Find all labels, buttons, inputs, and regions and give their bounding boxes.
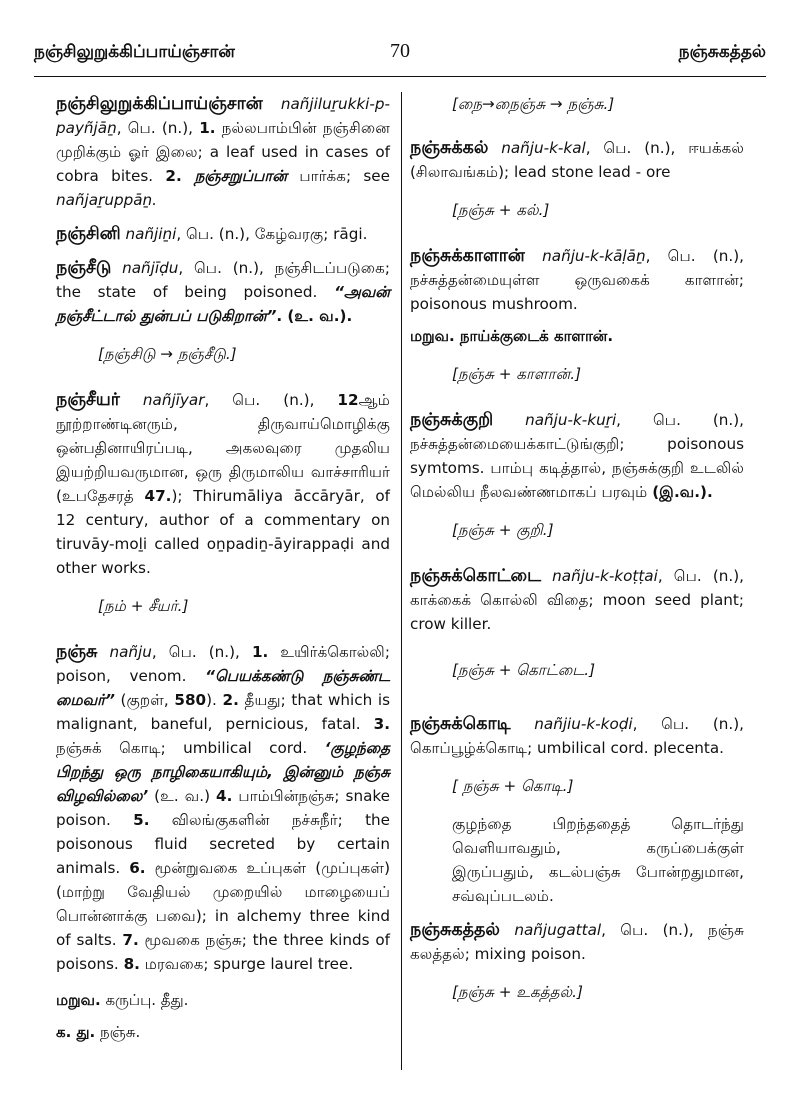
transliteration: nañjiu-k-koḍi xyxy=(534,715,633,733)
synonym-text: நாய்க்குடைக் காளான். xyxy=(454,327,614,345)
right-column xyxy=(410,92,744,1026)
definition-text: , பெ. (n.), xyxy=(204,391,338,409)
running-head-left: நஞ்சிலுறுக்கிப்பாய்ஞ்சான் xyxy=(34,42,235,62)
headword: நஞ்சுக்கல் xyxy=(410,138,489,158)
definition-text: , பெ. (n.), கொப்பூழ்க்கொடி; umbilical cord. plecenta. xyxy=(410,715,744,757)
definition-text: நஞ்சுக் கொடி; umbilical cord. xyxy=(56,739,325,757)
transliteration: nañjīḍu xyxy=(122,259,179,277)
etymology: [நஞ்சு + குறி.] xyxy=(452,521,554,539)
definition-text: ). xyxy=(206,691,223,709)
transliteration: nañju xyxy=(109,643,152,661)
synonym-line xyxy=(56,988,390,1012)
sense-number: 4. xyxy=(216,787,233,805)
entry-nanjini xyxy=(56,222,390,246)
left-column xyxy=(56,92,390,1054)
headword: நஞ்சுகத்தல் xyxy=(410,920,500,940)
transliteration: nañju-k-koṭṭai xyxy=(552,567,658,585)
page-header xyxy=(34,42,766,72)
see-reference: nañjaṟuppāṉ. xyxy=(56,191,157,209)
column-divider xyxy=(401,92,402,1070)
definition-text: , பெ. (n.), xyxy=(151,643,252,661)
headword: நஞ்சிலுறுக்கிப்பாய்ஞ்சான் xyxy=(56,94,263,114)
definition-text: பாம்பின்நஞ்சு; snake poison. xyxy=(56,787,390,829)
explanatory-note: குழந்தை பிறந்ததைத் தொடர்ந்து வெளியாவதும், கருப்பைக்குள் இருப்பதும், கடல்பஞ்சு போன்றதுமான, சவ்வுப்படலம். xyxy=(452,815,744,905)
entry-nanjiyar xyxy=(56,388,390,618)
headword: நஞ்சுக்காளான் xyxy=(410,246,525,266)
entry-nanjukkalan xyxy=(410,244,744,386)
definition-text: , பெ. (n.), நச்சுத்தன்மையுள்ள ஒருவகைக் காளான்; poisonous mushroom. xyxy=(410,247,744,313)
definition-text: விலங்குகளின் நச்சுநீர்; the poisonous fluid secreted by certain animals. xyxy=(56,811,390,877)
definition-text: ); Thirumāliya āccāryār, of 12 century, author of a commentary on tiruvāy-moḻi called oṉpadiṉ-āyirappaḍi and other works. xyxy=(56,487,391,577)
sense-number: 1. xyxy=(199,119,216,137)
sense-number: 3. xyxy=(373,715,390,733)
entry-nanjukkodi xyxy=(410,712,744,908)
transliteration: nañju-k-kuṟi xyxy=(525,411,617,429)
definition-text: தீயது; that which is malignant, baneful, pernicious, fatal. xyxy=(56,691,390,733)
headword: நஞ்சுக்கொட்டை xyxy=(410,566,542,586)
etymology: [ நஞ்சு + கொடி.] xyxy=(452,777,574,795)
entry-nanjidu xyxy=(56,256,390,366)
header-rule xyxy=(34,76,766,77)
transliteration: nañjīyar xyxy=(142,391,205,409)
etymology: [நை→நைஞ்சு → நஞ்சு.] xyxy=(452,95,615,113)
sense-number: 2. xyxy=(222,691,239,709)
entry-nanjukkottai xyxy=(410,564,744,682)
etymology: [நஞ்சு + காளான்.] xyxy=(452,365,582,383)
definition-text: (குறள், xyxy=(114,691,175,709)
etymology: [நஞ்சு + கொட்டை.] xyxy=(452,661,596,679)
usage-note: (இ.வ.). xyxy=(652,483,713,501)
etymology: [நஞ்சு + கல்.] xyxy=(452,201,550,219)
headword: நஞ்சீடு xyxy=(56,258,112,278)
page-number: 70 xyxy=(390,40,410,62)
entry-nanjilurukkippaynjan xyxy=(56,92,390,212)
headword: நஞ்சீயர் xyxy=(56,390,120,410)
entry-nanjukkuri xyxy=(410,408,744,542)
century-number: 12 xyxy=(337,391,359,409)
synonym-text: கருப்பு. தீது. xyxy=(100,991,189,1009)
example-quote: “அவன் நஞ்சீட்டால் துன்பப் படுகிறான்” xyxy=(56,283,390,325)
sense-number: 6. xyxy=(129,859,146,877)
definition-text: மூன்றுவகை உப்புகள் (முப்புகள்) (மாற்று வேதியல் முறையில் மாழையைப் பொன்னாக்கு பவை); in alchemy three kind of salts. xyxy=(56,859,391,949)
definition-text: , பெ. (n.), நச்சுத்தன்மையைக்காட்டுங்குறி; poisonous symtoms. பாம்பு கடித்தால், நஞ்சுக்குறி உடலில் மெல்லிய நீலவண்ணமாகப் பரவும் xyxy=(410,411,744,501)
source-note: . (உ. வ.). xyxy=(276,307,353,325)
definition-text: , பெ. (n.), கேழ்வரகு; rāgi. xyxy=(176,225,368,243)
sense-number: 5. xyxy=(133,811,150,829)
verse-number: 47. xyxy=(144,487,172,505)
etymology: [நம் + சீயர்.] xyxy=(98,597,189,615)
synonym-line xyxy=(410,324,744,348)
cognate-text: நஞ்சு. xyxy=(95,1023,141,1041)
cognate-line xyxy=(56,1020,390,1044)
sense-number: 8. xyxy=(123,955,140,973)
definition-text: ஆம் நூற்றாண்டினரும், திருவாய்மொழிக்கு ஒன்பதினாயிரப்படி, அகலவுரை முதலிய இயற்றியவருமான, ஒரு திருமாலிய வாச்சாரியர் (உபதேசரத் xyxy=(56,391,390,505)
definition-text: , பெ. (n.), நஞ்சிடப்படுகை; the state of being poisoned. xyxy=(56,259,391,301)
transliteration: nañju-k-kāḷāṉ xyxy=(542,247,646,265)
transliteration: nañju-k-kal xyxy=(501,139,586,157)
definition-text: , பெ. (n.), ஈயக்கல் (சிலாவங்கம்); lead stone lead - ore xyxy=(410,139,744,181)
transliteration: nañjiluṟukki-p-payñjāṉ xyxy=(56,95,390,137)
headword: நஞ்சு xyxy=(56,642,98,662)
headword: நஞ்சுக்குறி xyxy=(410,410,494,430)
entry-nanjukkal xyxy=(410,136,744,222)
synonym-label: மறுவ. xyxy=(56,991,101,1009)
running-head-right: நஞ்சுகத்தல் xyxy=(678,42,766,62)
sense-number: 2. xyxy=(165,167,182,185)
definition-text: , பெ. (n.), நஞ்சு கலத்தல்; mixing poison. xyxy=(410,921,745,963)
verse-number: 580 xyxy=(174,691,207,709)
transliteration: nañjugattal xyxy=(514,921,602,939)
definition-text: மரவகை; spurge laurel tree. xyxy=(139,955,354,973)
definition-text: (உ. வ.) xyxy=(148,787,217,805)
definition-text: , பெ. (n.), xyxy=(116,119,200,137)
entry-nanjugattal xyxy=(410,918,744,1004)
etymology: [நஞ்சு + உகத்தல்.] xyxy=(452,983,583,1001)
cross-reference: நஞ்சறுப்பான் xyxy=(181,167,287,185)
transliteration: nañjiṉi xyxy=(125,225,177,243)
example-quote: “பெயக்கண்டு நஞ்சுண்ட மைவர்” xyxy=(56,667,390,709)
definition-text: நல்லபாம்பின் நஞ்சினை முறிக்கும் ஓர் இலை; a leaf used in cases of cobra bites. xyxy=(56,119,390,185)
definition-text: உயிர்க்கொல்லி; poison, venom. xyxy=(56,643,390,685)
headword: நஞ்சினி xyxy=(56,224,121,244)
definition-text: மூவகை நஞ்சு; the three kinds of poisons. xyxy=(56,931,390,973)
example-quote: ‘குழந்தை பிறந்து ஒரு நாழிகையாகியும், இன்னும் நஞ்சு விழவில்லை’ xyxy=(56,739,390,805)
headword: நஞ்சுக்கொடி xyxy=(410,714,511,734)
sense-number: 7. xyxy=(122,931,139,949)
definition-text: , பெ. (n.), காக்கைக் கொல்லி விதை; moon seed plant; crow killer. xyxy=(410,567,744,633)
etymology: [நஞ்சிடு → நஞ்சீடு.] xyxy=(98,345,237,363)
synonym-label: மறுவ. xyxy=(410,327,455,345)
definition-text: பார்க்க; see xyxy=(287,167,390,185)
cognate-label: க. து. xyxy=(56,1023,96,1041)
sense-number: 1. xyxy=(251,643,269,661)
entry-nanju xyxy=(56,640,390,1044)
